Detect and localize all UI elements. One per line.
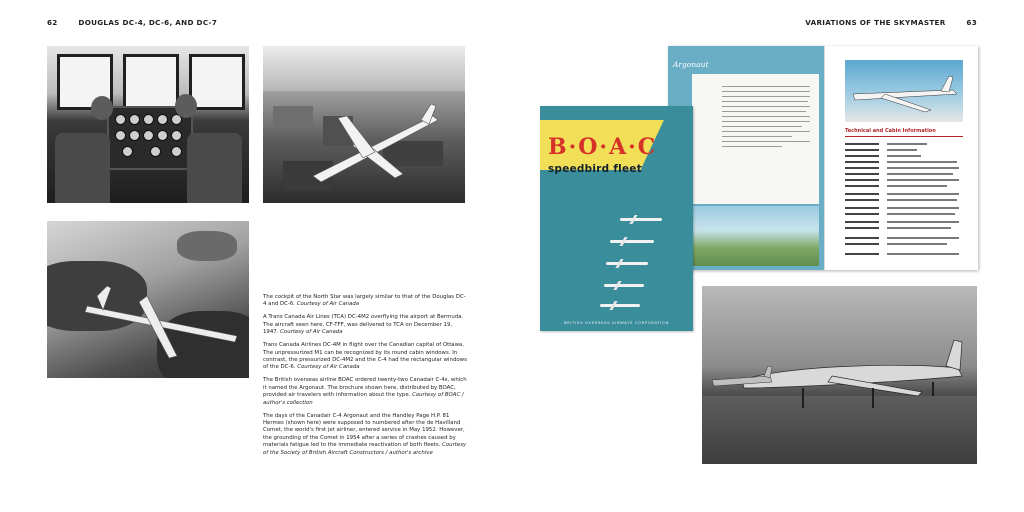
caption-ottawa: Trans Canada Airlines DC-4M in flight over the Canadian capital of Ottawa. The unpressurized M1 can be recognized by its round cabin windows. In contrast, the pressurized DC-4M2 and the C-4 had the rectangular windows of the DC-6. Courtesy of Air Canada — [263, 342, 467, 371]
right-page-number: 63 — [966, 18, 977, 27]
aerial-ottawa-photo — [263, 46, 465, 203]
brochure-heading: Argonaut — [673, 60, 709, 69]
left-running-header — [47, 18, 217, 27]
caption-bermuda: A Trans Canada Air Lines (TCA) DC-4M2 overflying the airport at Bermuda. The aircraft seen here, CF-TFF, was delivered to TCA on December 19, 1947. Courtesy of Air Canada — [263, 314, 464, 336]
boac-logo-text: B·O·A·C — [548, 134, 658, 160]
brochure-right-panel — [824, 46, 978, 270]
brochure-aircraft-illustration — [845, 60, 963, 122]
left-page-number: 62 — [47, 18, 58, 27]
brochure-open-spread — [668, 46, 978, 270]
bermuda-photo — [47, 221, 249, 378]
cover-footer-text: BRITISH OVERSEAS AIRWAYS CORPORATION — [563, 320, 670, 325]
brochure-airport-illustration — [692, 206, 819, 266]
speedbird-fleet-title: speedbird fleet — [548, 163, 642, 175]
tech-info-title: Technical and Cabin Information — [845, 128, 936, 134]
left-running-head: DOUGLAS DC-4, DC-6, AND DC-7 — [78, 18, 218, 27]
cockpit-photo — [47, 46, 249, 203]
right-running-header — [805, 18, 977, 27]
boac-brochure-cover — [540, 106, 693, 331]
right-running-head: VARIATIONS OF THE SKYMASTER — [805, 18, 946, 27]
caption-brochure: The British overseas airline BOAC ordered twenty-two Canadair C-4s, which it named the Argonaut. The brochure shown here, distributed by BOAC, provided air travelers with information about the type. Courtesy of BOAC / author's collection — [263, 377, 467, 406]
hermes-ground-photo — [702, 286, 977, 464]
caption-hermes: The days of the Canadair C-4 Argonaut and the Handley Page H.P. 81 Hermes (shown here) were supposed to numbered after the de Havilland Comet, the world's first jet airliner, entered service in May 1952. However, the grounding of the Comet in 1954 after a series of crashes caused by materials fatigue led to the immediate reactivation of both fleets. Courtesy of the Society of British Aircraft Constructors / author's archive — [263, 412, 467, 456]
caption-cockpit: The cockpit of the North Star was largely similar to that of the Douglas DC-4 and DC-6. Courtesy of Air Canada — [263, 294, 466, 308]
photo-captions — [263, 294, 468, 463]
